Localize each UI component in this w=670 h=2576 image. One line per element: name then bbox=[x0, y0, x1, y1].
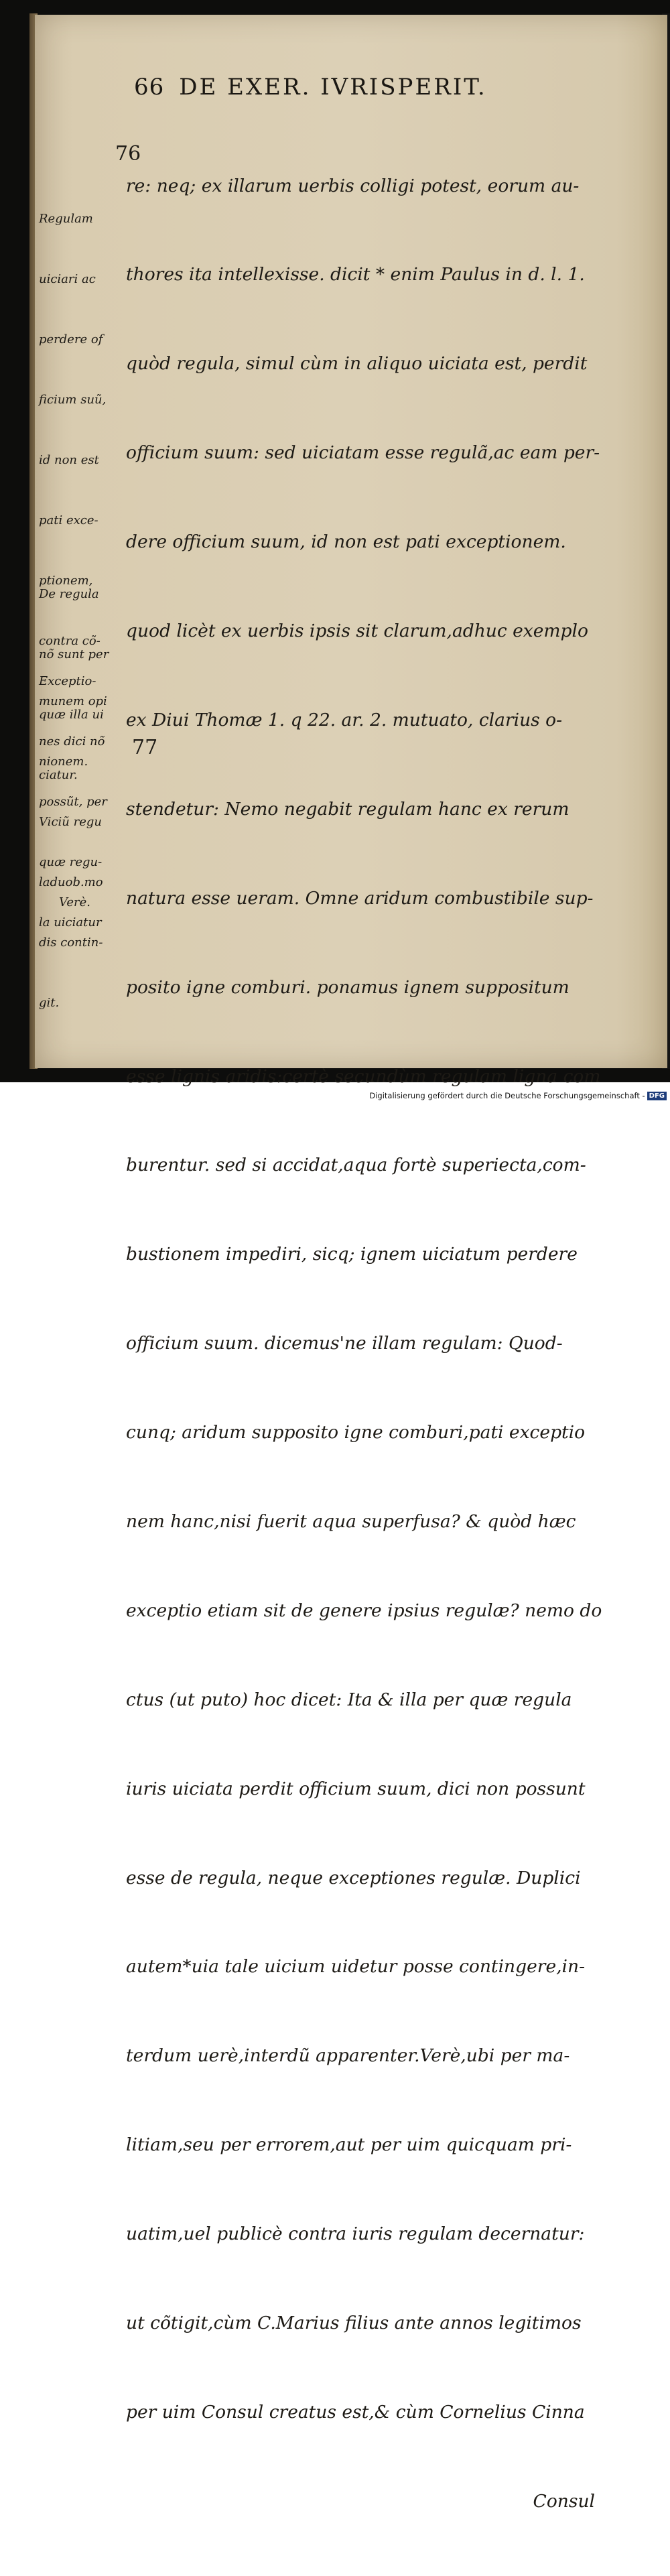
margin-note-line: git. bbox=[39, 996, 60, 1010]
text-line: ut cõtigit,cùm C.Marius filius ante annos legitimos bbox=[126, 2312, 582, 2333]
text-line: bustionem impediri, sicq; ignem uiciatum perdere bbox=[126, 1244, 578, 1265]
margin-note-line: ficium suũ, bbox=[39, 393, 107, 407]
margin-note-line: contra cõ- bbox=[39, 634, 100, 648]
margin-number-76: 76 bbox=[115, 142, 141, 166]
dfg-logo: DFG bbox=[647, 1092, 667, 1100]
text-line: natura esse ueram. Omne aridum combustibile sup- bbox=[126, 887, 594, 909]
margin-note-line: ciatur. bbox=[39, 768, 78, 782]
text-line: litiam,seu per errorem,aut per uim quicquam pri- bbox=[126, 2134, 572, 2156]
running-title: DE EXER. IVRISPERIT. bbox=[179, 74, 487, 101]
text-line: per uim Consul creatus est,& cùm Cornelius Cinna bbox=[126, 2401, 585, 2423]
text-line: burentur. sed si accidat,aqua fortè superiecta,com- bbox=[126, 1155, 586, 1176]
margin-note-line: id non est bbox=[39, 453, 99, 467]
margin-note-line: dis contin- bbox=[39, 936, 103, 950]
margin-note bbox=[59, 852, 149, 953]
text-line: nem hanc,nisi fuerit aqua superfusa? & quòd hæc bbox=[126, 1510, 576, 1532]
text-line: officium suum: sed uiciatam esse regulã,ac eam per- bbox=[126, 442, 600, 464]
text-line: esse de regula, neque exceptiones regulæ. Duplici bbox=[126, 1867, 581, 1888]
margin-note-line: ptionem, bbox=[39, 574, 93, 588]
text-line: dere officium suum, id non est pati exceptionem. bbox=[126, 531, 566, 553]
text-line: ctus (ut puto) hoc dicet: Ita & illa per quæ regula bbox=[126, 1689, 572, 1710]
margin-note-line: nes dici nõ bbox=[39, 734, 105, 749]
text-line: thores ita intellexisse. dicit * enim Paulus in d. l. 1. bbox=[126, 264, 585, 285]
margin-note-line: perdere of bbox=[39, 332, 103, 346]
margin-note-line: Regulam bbox=[39, 212, 93, 226]
funding-credit bbox=[369, 1091, 667, 1100]
margin-note-line: Exceptio- bbox=[39, 674, 96, 688]
text-line: uatim,uel publicè contra iuris regulam decernatur: bbox=[126, 2224, 585, 2245]
margin-note-line: nõ sunt per bbox=[39, 647, 109, 661]
margin-note-line: la uiciatur bbox=[39, 915, 102, 929]
catchword: Consul bbox=[533, 2490, 595, 2512]
text-line: terdum uerè,interdũ apparenter.Verè,ubi per ma- bbox=[126, 2045, 570, 2067]
margin-note-line: uiciari ac bbox=[39, 272, 96, 286]
text-line: quod licèt ex uerbis ipsis sit clarum,adhuc exemplo bbox=[126, 621, 588, 642]
text-line: iuris uiciata perdit officium suum, dici non possunt bbox=[126, 1778, 586, 1799]
page-number: 66 bbox=[134, 74, 165, 101]
text-line: re: neq; ex illarum uerbis colligi potest, eorum au- bbox=[126, 175, 580, 196]
funding-credit-text: Digitalisierung gefördert durch die Deutsche Forschungsgemeinschaft - bbox=[369, 1091, 645, 1100]
text-line: esse lignis aridis:certè secundùm regulam ligna com bbox=[126, 1066, 601, 1087]
text-line: officium suum. dicemus'ne illam regulam: Quod- bbox=[126, 1333, 563, 1354]
margin-note-line: possũt, per bbox=[39, 795, 107, 809]
margin-note-line: pati exce- bbox=[39, 513, 98, 527]
text-line: posito igne comburi. ponamus ignem suppositum bbox=[126, 976, 570, 998]
margin-note-line: munem opi bbox=[39, 694, 107, 708]
body-text bbox=[126, 112, 602, 2576]
text-line: ex Diui Thomæ 1. q 22. ar. 2. mutuato, clarius o- bbox=[126, 709, 563, 730]
margin-note-line: De regula bbox=[39, 587, 99, 601]
text-line: cunq; aridum supposito igne comburi,pati exceptio bbox=[126, 1422, 586, 1443]
text-line: stendetur: Nemo negabit regulam hanc ex rerum bbox=[126, 798, 570, 820]
margin-note-line: nionem. bbox=[39, 755, 88, 769]
margin-note-line: quæ regu- bbox=[39, 855, 103, 869]
text-line: exceptio etiam sit de genere ipsius regulæ? nemo do bbox=[126, 1600, 602, 1621]
margin-note-line: quæ illa ui bbox=[39, 708, 104, 722]
margin-note-line: Viciũ regu bbox=[39, 815, 102, 829]
margin-note-line: Verè. bbox=[59, 895, 90, 909]
margin-number-77: 77 bbox=[132, 736, 158, 759]
text-line: autem*uia tale uicium uidetur posse contingere,in- bbox=[126, 1956, 586, 1978]
margin-note-line: laduob.mo bbox=[39, 875, 103, 889]
running-head bbox=[134, 74, 487, 101]
text-line: quòd regula, simul cùm in aliquo uiciata est, perdit bbox=[126, 353, 588, 375]
